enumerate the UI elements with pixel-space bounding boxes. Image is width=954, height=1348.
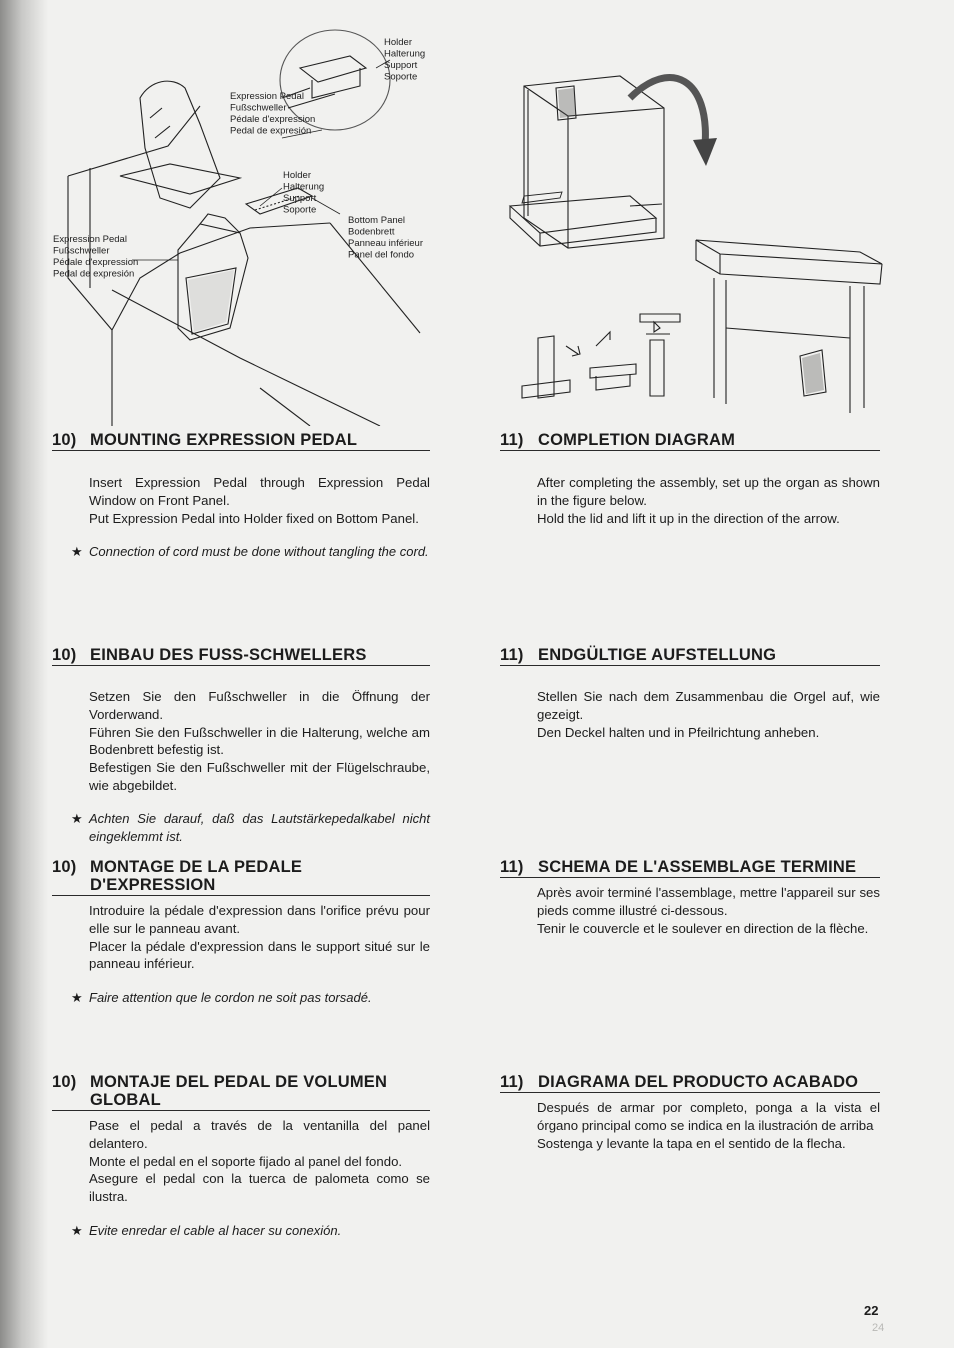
section-11-french	[500, 858, 880, 937]
section-10-spanish	[52, 1073, 430, 1240]
section-10-french	[52, 858, 430, 1007]
note: ★ Achten Sie darauf, daß das Lautstärkepedalkabel nicht eingeklemmt ist.	[71, 810, 430, 844]
label-holder-mid: Holder Halterung Support Soporte	[283, 170, 325, 216]
paragraph: Führen Sie den Fußschweller in die Halterung, welche am Bodenbrett befestig ist.	[89, 724, 430, 758]
star-icon: ★	[71, 810, 83, 826]
section-title: EINBAU DES FUSS-SCHWELLERS	[90, 646, 367, 664]
label-holder-top: Holder Halterung Support Soporte	[384, 37, 426, 83]
paragraph: Pase el pedal a través de la ventanilla del panel delantero.	[89, 1118, 430, 1151]
paragraph: Hold the lid and lift it up in the direction of the arrow.	[537, 510, 840, 526]
label-expression-pedal-left: Expression Pedal Fußschweller Pédale d'expression Pedal de expresión	[53, 234, 139, 280]
paragraph: Put Expression Pedal into Holder fixed on Bottom Panel.	[89, 510, 419, 526]
section-11-german	[500, 646, 880, 741]
paragraph: Stellen Sie nach dem Zusammenbau die Orgel auf, wie gezeigt.	[537, 689, 880, 722]
page-binding-shadow	[0, 0, 48, 1348]
star-icon: ★	[71, 1222, 83, 1238]
bleed-through-page-number: 24	[872, 1322, 885, 1334]
section-heading	[500, 431, 880, 451]
section-10-english	[52, 431, 430, 561]
section-title: MONTAGE DE LA PEDALE D'EXPRESSION	[90, 858, 303, 894]
section-body	[71, 1117, 430, 1240]
star-icon: ★	[71, 544, 83, 560]
section-heading	[52, 1073, 430, 1111]
section-heading	[500, 646, 880, 666]
section-number: 11)	[500, 858, 524, 876]
section-10-german	[52, 646, 430, 845]
paragraph: After completing the assembly, set up the organ as shown in the figure below.	[537, 475, 880, 508]
expression-pedal-mounting-illustration	[50, 28, 450, 426]
section-body	[537, 474, 880, 527]
label-expression-pedal-top: Expression Pedal Fußschweller Pédale d'expression Pedal de expresión	[230, 91, 316, 137]
paragraph: Tenir le couvercle et le soulever en direction de la flèche.	[537, 920, 869, 936]
paragraph: Befestigen Sie den Fußschweller mit der Flügelschraube, wie abgebildet.	[89, 760, 430, 793]
note: ★ Faire attention que le cordon ne soit pas torsadé.	[71, 990, 372, 1006]
paragraph: Monte el pedal en el soporte fijado al panel del fondo.	[89, 1153, 403, 1169]
paragraph: Introduire la pédale d'expression dans l'orifice prévu pour elle sur le panneau avant.	[89, 903, 430, 936]
section-title: ENDGÜLTIGE AUFSTELLUNG	[538, 646, 777, 664]
section-number: 10)	[52, 858, 77, 876]
section-body	[71, 474, 430, 561]
section-heading	[52, 646, 430, 666]
section-11-spanish	[500, 1073, 880, 1152]
paragraph: Después de armar por completo, ponga a la vista el órgano principal como se indica en la ilustración de arriba	[537, 1100, 880, 1133]
section-heading	[500, 858, 880, 878]
section-number: 10)	[52, 1073, 77, 1091]
section-title: DIAGRAMA DEL PRODUCTO ACABADO	[538, 1073, 859, 1091]
section-title: MOUNTING EXPRESSION PEDAL	[90, 431, 358, 449]
section-number: 11)	[500, 1073, 524, 1091]
note: ★ Evite enredar el cable al hacer su conexión.	[71, 1222, 342, 1238]
section-number: 10)	[52, 646, 77, 664]
section-heading	[52, 858, 430, 896]
page-number: 22	[864, 1303, 879, 1318]
star-icon: ★	[71, 990, 83, 1006]
section-title: COMPLETION DIAGRAM	[538, 431, 736, 449]
section-title: MONTAJE DEL PEDAL DE VOLUMEN GLOBAL	[90, 1073, 388, 1109]
label-bottom-panel: Bottom Panel Bodenbrett Panneau inférieur Panel del fondo	[348, 215, 423, 261]
paragraph: Après avoir terminé l'assemblage, mettre l'appareil sur ses pieds comme illustré ci-dessous.	[537, 885, 880, 918]
section-body	[537, 1099, 880, 1152]
section-body	[537, 688, 880, 741]
paragraph: Sostenga y levante la tapa en el sentido de la flecha.	[537, 1135, 846, 1151]
section-number: 11)	[500, 431, 524, 449]
note: ★ Connection of cord must be done without tangling the cord.	[71, 544, 429, 560]
paragraph: Setzen Sie den Fußschweller in die Öffnung der Vorderwand.	[89, 689, 430, 722]
completion-diagram-illustration	[500, 28, 890, 420]
paragraph: Asegure el pedal con la tuerca de palometa como se ilustra.	[89, 1171, 430, 1205]
paragraph: Insert Expression Pedal through Expression Pedal Window on Front Panel.	[89, 475, 430, 508]
section-number: 11)	[500, 646, 524, 664]
section-body	[537, 884, 880, 937]
paragraph: Placer la pédale d'expression dans le support situé sur le panneau inférieur.	[89, 938, 430, 972]
section-title: SCHEMA DE L'ASSEMBLAGE TERMINE	[538, 858, 857, 876]
section-body	[71, 902, 430, 1007]
section-number: 10)	[52, 431, 77, 449]
section-heading	[52, 431, 430, 451]
paragraph: Den Deckel halten und in Pfeilrichtung anheben.	[537, 724, 820, 740]
section-body	[71, 688, 430, 845]
section-11-english	[500, 431, 880, 527]
section-heading	[500, 1073, 880, 1093]
